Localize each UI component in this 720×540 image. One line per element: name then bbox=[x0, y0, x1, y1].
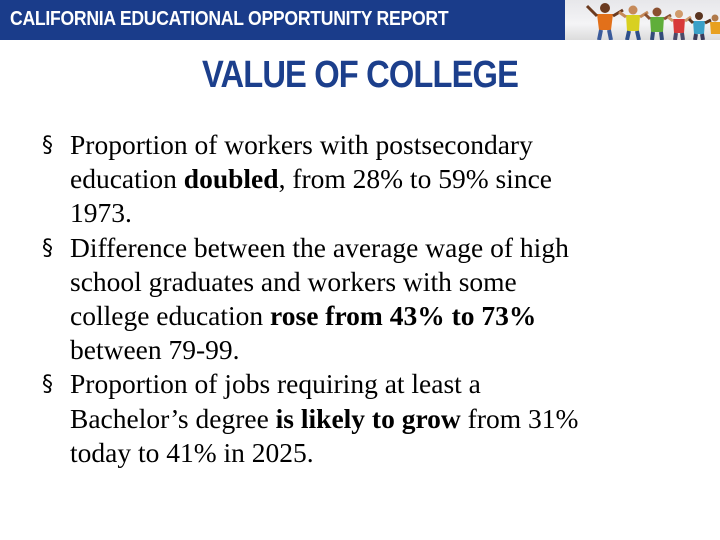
student-figure bbox=[587, 3, 623, 40]
bullet-marker-icon: § bbox=[42, 133, 53, 158]
banner-title: CALIFORNIA EDUCATIONAL OPPORTUNITY REPORT bbox=[10, 8, 449, 30]
bullet-line: school graduates and workers with some bbox=[70, 265, 517, 297]
student-figure bbox=[689, 12, 711, 40]
bullet-line: Proportion of workers with postsecondary bbox=[70, 129, 533, 160]
emphasis-text: is likely to grow bbox=[275, 402, 461, 434]
emphasis-text: rose from 43% to 73% bbox=[270, 300, 537, 332]
bullet-line: Proportion of jobs requiring at least a bbox=[70, 368, 481, 400]
slide-title: VALUE OF COLLEGE bbox=[201, 54, 519, 96]
students-photo-image bbox=[565, 0, 720, 40]
header-banner bbox=[0, 0, 720, 40]
bullet-item bbox=[40, 231, 680, 368]
student-figure bbox=[668, 10, 691, 40]
bullet-marker-icon: § bbox=[42, 372, 53, 398]
bullet-item bbox=[40, 367, 680, 470]
bullet-line: today to 41% in 2025. bbox=[70, 436, 314, 468]
student-figure bbox=[710, 15, 720, 35]
student-figure bbox=[645, 8, 671, 41]
bullet-line: college education rose from 43% to 73% bbox=[70, 300, 537, 332]
bullet-line: education doubled, from 28% to 59% since bbox=[70, 163, 552, 195]
emphasis-text: doubled bbox=[183, 163, 279, 195]
bullet-item bbox=[40, 128, 680, 231]
banner-photo bbox=[565, 0, 720, 40]
bullet-line: Difference between the average wage of high bbox=[70, 231, 569, 263]
bullet-marker-icon: § bbox=[42, 235, 53, 261]
bullet-line: 1973. bbox=[70, 197, 132, 229]
bullet-list bbox=[40, 128, 680, 470]
bullet-line: between 79-99. bbox=[70, 334, 240, 366]
bullet-line: Bachelor’s degree is likely to grow from 31% bbox=[70, 402, 579, 434]
